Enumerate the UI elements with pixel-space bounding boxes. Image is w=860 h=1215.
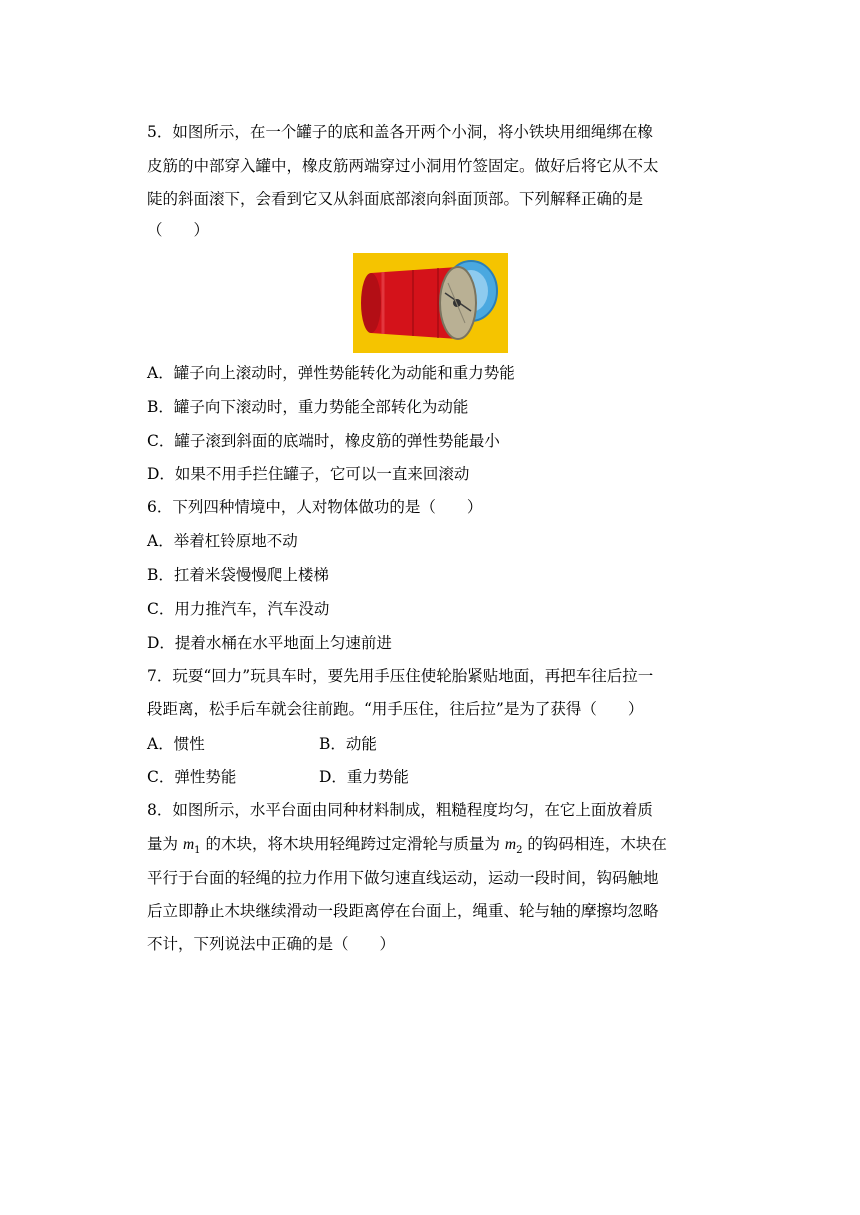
mass-m2-symbol: m <box>504 836 517 853</box>
q7-options-row-1 <box>147 734 377 754</box>
q5-option-b: B．罐子向下滚动时，重力势能全部转化为动能 <box>147 398 469 416</box>
q8-stem-line-4: 后立即静止木块继续滑动一段距离停在台面上，绳重、轮与轴的摩擦均忽略 <box>147 902 659 920</box>
q6-option-d: D．提着水桶在水平地面上匀速前进 <box>147 634 392 652</box>
rolling-can-illustration <box>353 253 508 353</box>
q6-option-b: B．扛着米袋慢慢爬上楼梯 <box>147 566 329 584</box>
mass-m1-symbol: m <box>182 836 195 853</box>
q7-options-row-2 <box>147 767 409 787</box>
q6-stem: 6．下列四种情境中，人对物体做功的是（ ） <box>147 498 483 516</box>
q6-option-a: A．举着杠铃原地不动 <box>147 532 298 550</box>
q5-option-c: C．罐子滚到斜面的底端时，橡皮筋的弹性势能最小 <box>147 432 500 450</box>
q8-stem-line-5: 不计，下列说法中正确的是（ ） <box>147 935 396 953</box>
q7-option-c: C．弹性势能 <box>147 768 237 786</box>
mass-m1-subscript: 1 <box>194 845 201 857</box>
can-bottom <box>361 273 381 333</box>
mass-m2-subscript: 2 <box>516 845 523 857</box>
q8-stem-line-1: 8．如图所示，水平台面由同种材料制成，粗糙程度均匀，在它上面放着质 <box>147 801 653 819</box>
q7-stem-line-2: 段距离，松手后车就会往前跑。“用手压住，往后拉”是为了获得（ ） <box>147 700 644 718</box>
q5-stem-line-2: 皮筋的中部穿入罐中，橡皮筋两端穿过小洞用竹签固定。做好后将它从不太 <box>147 157 659 175</box>
q5-option-d: D．如果不用手拦住罐子，它可以一直来回滚动 <box>147 465 470 483</box>
rolling-can-figure <box>353 253 508 353</box>
q8-stem-line-3: 平行于台面的轻绳的拉力作用下做匀速直线运动，运动一段时间，钩码触地 <box>147 869 659 887</box>
q7-option-d: D．重力势能 <box>319 768 409 786</box>
q7-option-b: B．动能 <box>319 735 377 753</box>
q6-option-c: C．用力推汽车，汽车没动 <box>147 600 330 618</box>
q5-option-a: A．罐子向上滚动时，弹性势能转化为动能和重力势能 <box>147 364 515 382</box>
q7-stem-line-1: 7．玩耍“回力”玩具车时，要先用手压住使轮胎紧贴地面，再把车往后拉一 <box>147 667 654 685</box>
q7-option-a: A．惯性 <box>147 735 205 753</box>
q8-stem-line-2: 量为 $m_1$ 的木块，将木块用轻绳跨过定滑轮与质量为 $m_2$ 的钩码相连，木块在 <box>147 835 667 857</box>
q5-stem-line-1: 5．如图所示，在一个罐子的底和盖各开两个小洞，将小铁块用细绳绑在橡 <box>147 123 653 141</box>
q5-stem-line-3: 陡的斜面滚下，会看到它又从斜面底部滚向斜面顶部。下列解释正确的是 <box>147 190 644 208</box>
q5-answer-blank: （ ） <box>147 221 210 239</box>
